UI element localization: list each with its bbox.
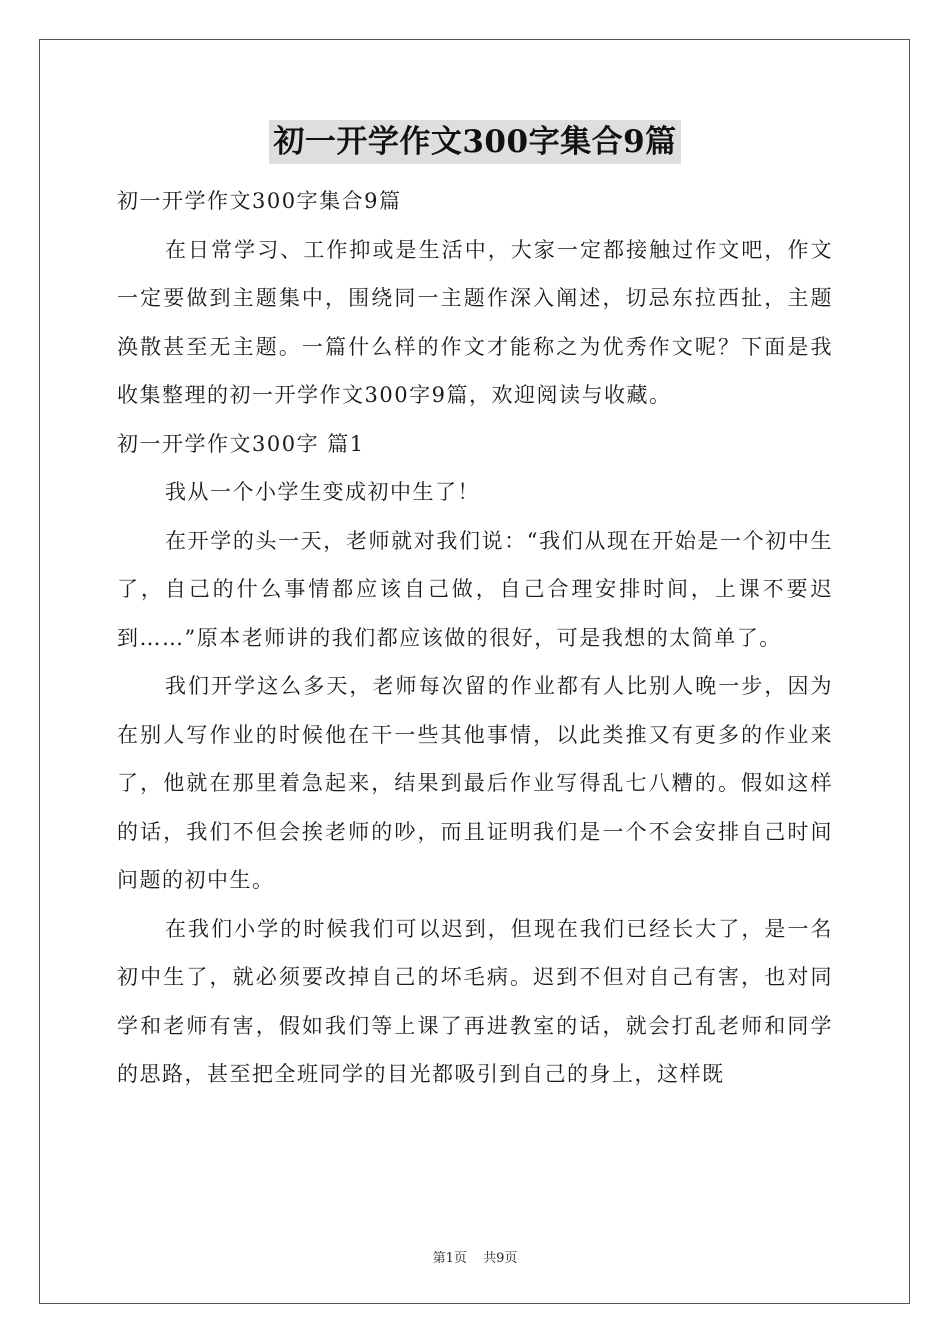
page-footer xyxy=(0,1247,950,1266)
body-paragraph: 我们开学这么多天，老师每次留的作业都有人比别人晚一步，因为在别人写作业的时候他在干一些其他事情，以此类推又有更多的作业来了，他就在那里着急起来，结果到最后作业写得乱七八糟的。假如这样的话，我们不但会挨老师的吵，而且证明我们是一个不会安排自己时间问题的初中生。 xyxy=(117,674,833,892)
document-title-text: 初一开学作文300字集合9篇 xyxy=(269,120,680,164)
section-heading: 初一开学作文300字 篇1 xyxy=(117,431,365,456)
body-paragraph: 在我们小学的时候我们可以迟到，但现在我们已经长大了，是一名初中生了，就必须要改掉自己的坏毛病。迟到不但对自己有害，也对同学和老师有害，假如我们等上课了再进教室的话，就会打乱老师和同学的思路，甚至把全班同学的目光都吸引到自己的身上，这样既 xyxy=(117,916,833,1086)
intro-paragraph: 在日常学习、工作抑或是生活中，大家一定都接触过作文吧，作文一定要做到主题集中，围绕同一主题作深入阐述，切忌东拉西扯，主题涣散甚至无主题。一篇什么样的作文才能称之为优秀作文呢？下面是我收集整理的初一开学作文300字9篇，欢迎阅读与收藏。 xyxy=(117,237,833,407)
page-total: 共9页 xyxy=(483,1251,518,1266)
subtitle-line: 初一开学作文300字集合9篇 xyxy=(117,189,402,213)
body-paragraph: 我从一个小学生变成初中生了！ xyxy=(165,480,480,504)
document-title xyxy=(0,120,950,164)
document-body xyxy=(117,177,833,1099)
page-number: 第1页 xyxy=(432,1251,467,1266)
body-paragraph: 在开学的头一天，老师就对我们说：“我们从现在开始是一个初中生了，自己的什么事情都应该自己做，自己合理安排时间，上课不要迟到……”原本老师讲的我们都应该做的很好，可是我想的太简单了。 xyxy=(117,528,833,650)
